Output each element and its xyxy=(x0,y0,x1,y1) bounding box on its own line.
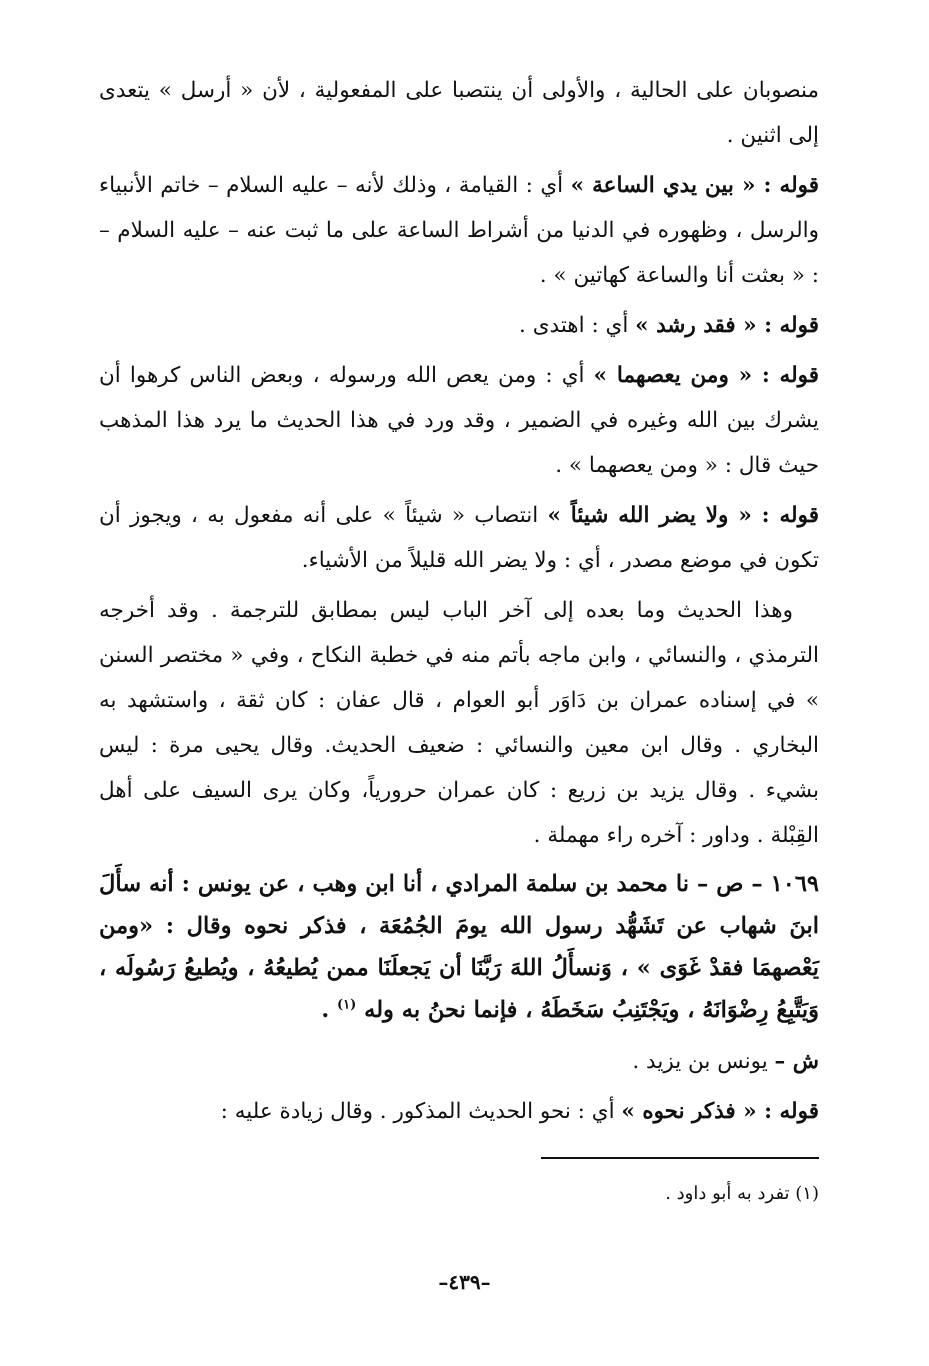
paragraph-4-text: أي : ومن يعص الله ورسوله ، وبعض الناس كرهوا أن يشرك بين الله وغيره في الضمير ، وقد ورد في هذا الحديث ما يرد هذا المذهب حيث قال : « ومن يعصهما » . xyxy=(99,363,819,478)
paragraph-3-text: أي : اهتدى . xyxy=(519,313,636,338)
commentary-1 xyxy=(99,1039,819,1084)
hadith-paragraph xyxy=(99,863,819,1031)
main-text xyxy=(99,68,819,1139)
paragraph-5 xyxy=(99,493,819,583)
footnote-separator xyxy=(541,1157,819,1159)
paragraph-1-text: منصوبان على الحالية ، والأولى أن ينتصبا على المفعولية ، لأن « أرسل » يتعدى إلى اثنين . xyxy=(99,78,819,148)
hadith-text: ١٠٦٩ – ص – نا محمد بن سلمة المرادي ، أنا ابن وهب ، عن يونس : أنه سأَلَ ابنَ شهاب عن تَشَهُّد رسول الله يومَ الجُمُعَة ، فذكر نحوه وقال : «ومن يَعْصهمَا فقدْ غَوَى » ، وَنسأَلُ اللهَ رَبَّنَا أن يَجعلَنَا ممن يُطيعُهُ ، ويُطيعُ رَسُولَه ، وَيَتَّبِعُ رِضْوَانَهُ ، ويَجْتَنِبُ سَخَطَهُ ، فإنما نحنُ به وله xyxy=(99,871,819,1023)
paragraph-4 xyxy=(99,353,819,488)
commentary-2-text: أي : نحو الحديث المذكور . وقال زيادة عليه : xyxy=(220,1099,622,1124)
paragraph-6-text: وهذا الحديث وما بعده إلى آخر الباب ليس بمطابق للترجمة . وقد أخرجه الترمذي ، والنسائي ، وابن ماجه بأتم منه في خطبة النكاح ، وفي « مختصر السنن » في إسناده عمران بن دَاوَر أبو العوام ، قال عفان : كان ثقة ، واستشهد به البخاري . وقال ابن معين والنسائي : ضعيف الحديث. وقال يحيى مرة : ليس بشيء . وقال يزيد بن زريع : كان عمران حرورياً، وكان يرى السيف على أهل القِبْلة . وداور : آخره راء مهملة . xyxy=(99,598,819,848)
paragraph-4-lead: قوله : « ومن يعصهما » xyxy=(593,363,820,388)
paragraph-3-lead: قوله : « فقد رشد » xyxy=(635,313,819,338)
paragraph-2-lead: قوله : « بين يدي الساعة » xyxy=(570,173,820,198)
commentary-2-lead: قوله : « فذكر نحوه » xyxy=(621,1099,819,1124)
paragraph-2-text: أي : القيامة ، وذلك لأنه – عليه السلام – خاتم الأنبياء والرسل ، وظهوره في الدنيا من أشراط الساعة على ما ثبت عنه – عليه السلام – : « بعثت أنا والساعة كهاتين » . xyxy=(99,173,819,288)
page-number: –٤٣٩– xyxy=(438,1270,491,1294)
paragraph-5-lead: قوله : « ولا يضر الله شيئاً » xyxy=(547,503,819,528)
footnote-reference: (١) xyxy=(337,997,357,1013)
commentary-1-lead: ش – xyxy=(774,1049,819,1074)
commentary-2 xyxy=(99,1089,819,1134)
paragraph-1 xyxy=(99,68,819,158)
paragraph-3 xyxy=(99,303,819,348)
hadith-end: . xyxy=(321,997,337,1023)
commentary-1-text: يونس بن يزيد . xyxy=(632,1049,775,1074)
paragraph-6 xyxy=(99,588,819,858)
footnote: (١) تفرد به أبو داود . xyxy=(665,1183,819,1204)
paragraph-2 xyxy=(99,163,819,298)
paragraph-5-text: انتصاب « شيئاً » على أنه مفعول به ، ويجوز أن تكون في موضع مصدر ، أي : ولا يضر الله قليلاً من الأشياء. xyxy=(99,503,819,573)
